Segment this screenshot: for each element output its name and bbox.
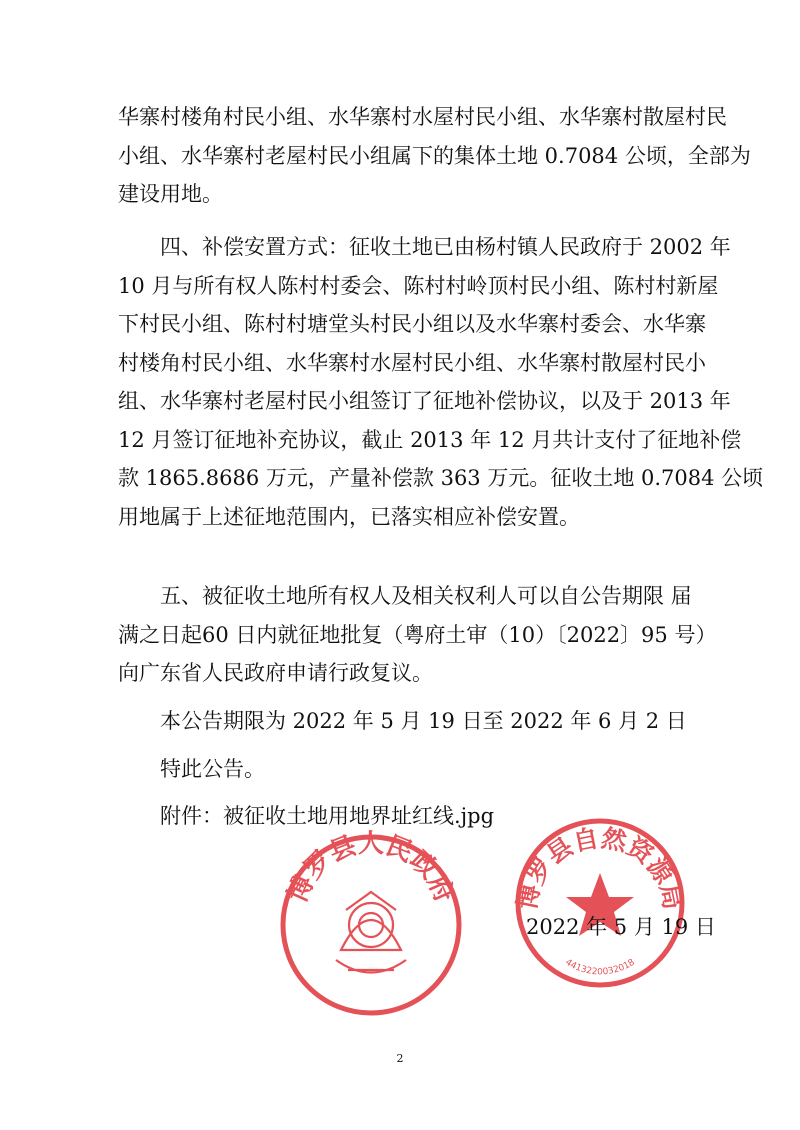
bureau-seal <box>512 815 688 991</box>
seal-number: 4413220032018 <box>563 957 637 978</box>
text-line: 组、水华寨村老屋村民小组签订了征地补偿协议，以及于 2013 年 <box>118 389 731 413</box>
text-line: 用地属于上述征地范围内，已落实相应补偿安置。 <box>118 504 580 529</box>
text-line: 村楼角村民小组、水华寨村水屋村民小组、水华寨村散屋村民小 <box>118 350 706 375</box>
text-line: 五、被征收土地所有权人及相关权利人可以自公告期限 届 <box>160 584 692 608</box>
signature-date: 2022 年 5 月 19 日 <box>526 915 716 939</box>
text-line: 款 1865.8686 万元，产量补偿款 363 万元。征收土地 0.7084 公顷 <box>118 466 764 490</box>
text-line: 小组、水华寨村老屋村民小组属下的集体土地 0.7084 公顷，全部为 <box>118 143 751 168</box>
text-line: 华寨村楼角村民小组、水华寨村水屋村民小组、水华寨村散屋村民 <box>118 105 727 129</box>
text-line: 建设用地。 <box>118 182 223 206</box>
paragraph-land-scope <box>118 98 751 214</box>
text-line: 10 月与所有权人陈村村委会、陈村村岭顶村民小组、陈村村新屋 <box>118 273 719 298</box>
announcement-period: 本公告期限为 2022 年 5 月 19 日至 2022 年 6 月 2 日 <box>160 709 687 733</box>
text-line: 四、补偿安置方式：征收土地已由杨村镇人民政府于 2002 年 <box>160 235 731 259</box>
government-seal <box>276 830 466 1020</box>
attachment-link[interactable]: 附件：被征收土地用地界址红线.jpg <box>160 804 495 828</box>
text-line: 下村民小组、陈村村塘堂头村民小组以及水华寨村委会、水华寨 <box>118 312 706 336</box>
text-line: 12 月签订征地补充协议，截止 2013 年 12 月共计支付了征地补偿 <box>118 427 742 452</box>
closing-statement: 特此公告。 <box>160 757 265 781</box>
seal-text: 博罗县自然资源局 <box>512 823 688 912</box>
paragraph-appeal <box>118 577 717 693</box>
page-number: 2 <box>396 1052 404 1065</box>
text-line: 向广东省人民政府申请行政复议。 <box>118 661 433 685</box>
paragraph-compensation <box>118 228 764 536</box>
text-line: 满之日起60 日内就征地批复（粤府土审（10）〔2022〕95 号） <box>118 622 717 647</box>
seal-text: 博罗县人民政府 <box>282 830 460 908</box>
